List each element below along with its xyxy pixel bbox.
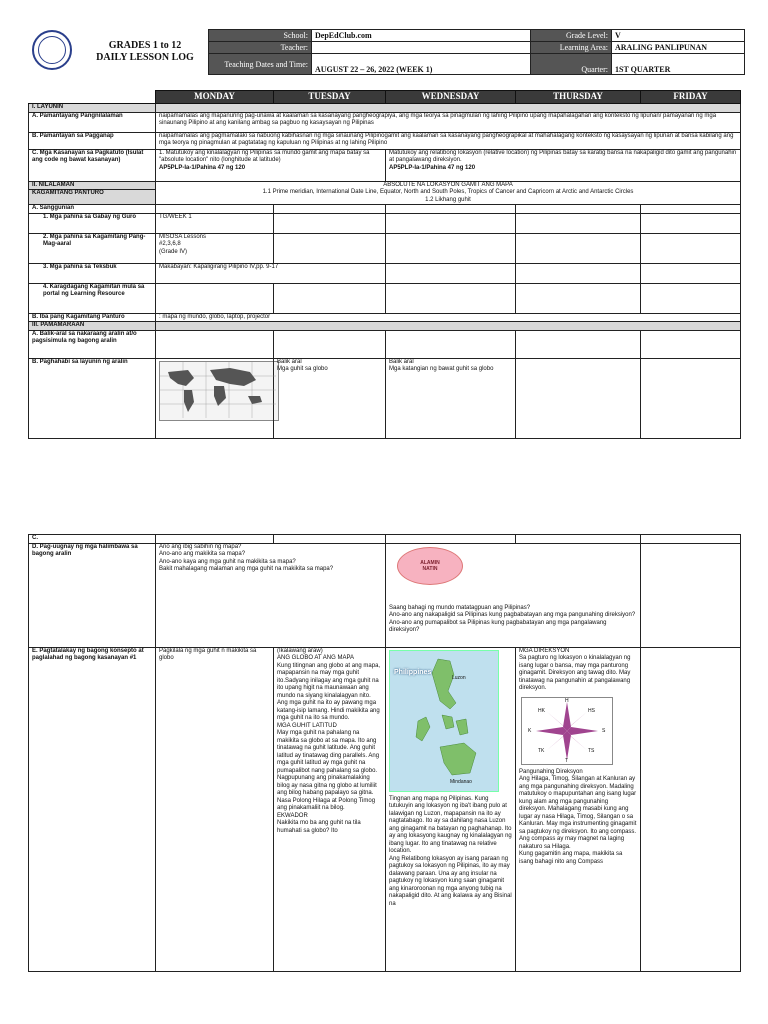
day-monday: MONDAY xyxy=(156,91,274,104)
world-map-image xyxy=(159,361,279,421)
e-thursday: MGA DIREKSYON Sa pagturo ng lokasyon o kinalalagyan ng isang lugar o bansa, may mga panturong ginagamit. Direksyon ang tawag dito. May tinatawag na pangunahin at pangalawang direksyon. H T S K HK HS TK TS Pangunahing Direksyon Ang Hilaga, Timog, Silangan at Kanluran ay ang mga pangunahing direksyon. Madaling matutukoy o mapupuntahan ang isang lugar kung alam ang mga pangunahing direksyon. Mahalagang masabi kung ang lugar ay nasa Hilaga, Timog, Silangan o sa Kanluran. May mga instrumenting ginagamit sa pagtukoy ng direksyon. Ito ang compass. Ang compass ay may magnet na laging nakaturo sa Hilaga. Kung gagamitin ang mapa, makikita sa isang bahagi nito ang Compass xyxy=(516,647,641,971)
day-thursday: THURSDAY xyxy=(516,91,641,104)
learning-area-label: Learning Area: xyxy=(531,42,612,54)
d-monday: Ano ang ibig sabihin ng mapa? Ano-ano ang makikita sa mapa? Ano-ano kaya ang mga guhit na makikita sa mapa? Bakit mahalagang malaman ang mga guhit na makikita sa mapa? xyxy=(156,543,386,647)
c-label: C. xyxy=(29,535,156,544)
paghahabi-wednesday: Balik aral Mga katangian ng bawat guhit sa globo xyxy=(386,358,516,438)
kasanayan-monday: 1. Matutukoy ang kinalalagyan ng Pilipinas sa mundo gamit ang mapa batay sa "absolute location" nito (longhitude at latitude) AP5PLP-Ia-1/Pahina 47 ng 120 xyxy=(156,149,386,181)
lesson-log-table-page2 xyxy=(28,534,741,972)
paghahabi-tuesday: Balik aral Mga guhit sa globo xyxy=(274,358,386,438)
ph-map-mindanao: Mindanao xyxy=(450,778,472,785)
teacher-value xyxy=(312,42,531,54)
world-map-icon xyxy=(160,362,276,418)
compass-n: H xyxy=(565,697,569,704)
compass-rose-image xyxy=(521,697,613,765)
sanggunian-label: A. Sanggunian xyxy=(29,205,156,214)
quarter-label: Quarter: xyxy=(531,54,612,75)
e-label: E. Pagtatalakay ng bagong konsepto at paglalahad ng bagong kasanayan #1 xyxy=(29,647,156,971)
compass-s: T xyxy=(565,757,569,764)
school-value: DepEdClub.com xyxy=(312,30,531,42)
teksbuk-monday: Makabayan: Kapaligirang Pilipino IV,pp. 9-17 xyxy=(156,263,386,283)
deped-seal-icon xyxy=(32,30,72,70)
d-wednesday: ALAMIN NATIN Saang bahagi ng mundo matatagpuan ang Pilipinas? Ano-ano ang nakapaligid sa Pilipinas kung pagbabatayan ang mga pangunahing direksiyon? Ano-ano ang pumapalibot sa Pilipinas kung pagbabatayan ang mga pangalawang direksiyon? xyxy=(386,543,641,647)
grade-level-label: Grade Level: xyxy=(531,30,612,42)
day-tuesday: TUESDAY xyxy=(274,91,386,104)
compass-rose-icon xyxy=(522,698,612,764)
balik-aral-label: A. Balik-aral sa nakaraang aralin at/o pagsisimula ng bagong aralin xyxy=(29,330,156,358)
pamamaraan-heading: III. PAMAMARAAN xyxy=(29,322,156,331)
e-wednesday-text: Tingnan ang mapa ng Pilipinas. Kung tutukuyin ang lokasyon ng iba't ibang pulo at lalawigan ng Luzon, mapapansin na ito ay nagtatabago. Ito ay sa dahilang nasa Luzon ang ginagamit na batayan ng paghahanap. Ito ay ang lokasyong kaugnay ng kinalalagyan ng ibang lugar. Ito ang tinatawag na relative location. Ang Relatibong lokasyon ay isang paraan ng pagtukoy sa lokasyon ng Pilipinas, ito ay may dalawang paraan. Una ay ang insular na pagtukoy ng lokasyon kung saan ginagamit ang kinaroroonan ng mga anyong tubig na nakapaligid dito. At ang ikalawa ay ang Bisinal na xyxy=(389,795,512,907)
alamin-natin-cloud: ALAMIN NATIN xyxy=(397,547,463,585)
kasanayan-label: C. Mga Kasanayan sa Pagkatuto (Isulat ang code ng bawat kasanayan) xyxy=(29,149,156,181)
compass-e: S xyxy=(602,727,606,734)
pagganap-text: naipamamalas ang pagmamalaki sa nabuong kabihasnan ng mga sinaunang Pilipinogamit ang kaalaman sa kasanayang pangheograpikal at mahahalagang konteksto ng kasaysayan ng lipunan at bansa kabilang ang mga teorya ng pinagmulan at pagtatatag ng kapuluan ng Pilipinas at ng lahing Pilipino xyxy=(156,132,741,149)
iba-text: : mapa ng mundo, globo, laptop, projector xyxy=(156,313,741,322)
kagamitang-mag-label: 2. Mga pahina sa Kagamitang Pang-Mag-aaral xyxy=(29,233,156,263)
dll-title: GRADES 1 to 12 DAILY LESSON LOG xyxy=(96,40,194,63)
day-wednesday: WEDNESDAY xyxy=(386,91,516,104)
compass-w: K xyxy=(528,727,532,734)
header-info-table xyxy=(208,29,745,75)
quarter-value: 1ST QUARTER xyxy=(612,54,745,75)
learning-area-value: ARALING PANLIPUNAN xyxy=(612,42,745,54)
paghahabi-monday xyxy=(156,358,274,438)
pamantayang-label: A. Pamantayang Pangnilalaman xyxy=(29,112,156,132)
teaching-dates-label: Teaching Dates and Time: xyxy=(209,54,312,75)
e-monday: Pagkilala ng mga guhit n makikita sa globo xyxy=(156,647,274,971)
teaching-dates-value: AUGUST 22 – 26, 2022 (WEEK 1) xyxy=(312,54,531,75)
lesson-log-table-page1 xyxy=(28,90,741,439)
paghahabi-label: B. Paghahabi sa layunin ng aralin xyxy=(29,358,156,438)
school-label: School: xyxy=(209,30,312,42)
teksbuk-label: 3. Mga pahina sa Teksbuk xyxy=(29,263,156,283)
compass-ne: HS xyxy=(588,707,595,714)
nilalaman-content: ABSOLUTE NA LOKASYON GAMIT ANG MAPA 1.1 Prime meridian, International Date Line, Equator, North and South Poles, Tropics of Cancer and Capricorn at Arctic and Antarctic Circles 1.2 Likhang guhit xyxy=(156,181,741,205)
grade-level-value: V xyxy=(612,30,745,42)
layunin-heading: I. LAYUNIN xyxy=(29,104,156,113)
philippines-map-image xyxy=(389,650,499,792)
e-tuesday: (Ikalawang araw) ANG GLOBO AT ANG MAPA Kung titingnan ang globo at ang mapa, mapapansin na may mga guhit ito.Sadyang inilagay ang mga guhit na ito upang higit na maunawaan ang mundo na siyang kinalalagyan nito. Ang mga guhit na ito ay pawang mga katang-isip lamang. Hindi makikita ang mga guhit na ito sa mundo. MGA GUHIT LATITUD May mga guhit na pahalang na makikita sa globo at sa mapa. Ito ang tinatawag na guhit latitude. Ang guhit latitud ay tinatawag ding parallels. Ang mga guhit latitud ay mga guhit na pumapalibot nang pahalang sa globo. Nagpupunang ang pinakamalaking bilog ay nasa gitna ng globo at lumiliit ang bilog habang papalayo sa gitna. Nasa Polong Hilaga at Polong Timog ang pinakamaliit na bilog. EKWADOR Nakikita mo ba ang guhit na tila humahati sa globo? Ito xyxy=(274,647,386,971)
teacher-label: Teacher: xyxy=(209,42,312,54)
iba-label: B. Iba pang Kagamitang Panturo xyxy=(29,313,156,322)
compass-sw: TK xyxy=(538,747,545,754)
compass-se: TS xyxy=(588,747,595,754)
pamantayang-text: naipamamalas ang mapanuring pag-unawa at kaalaman sa kasanayang pangheograpiya, ang mga teorya sa pinagmulan ng lahing Pilipino upang mapahalagahan ang konteksto ng lipunan/ pamayanan ng mga sinaunang Pilipino at ang kanilang ambag sa pagbuo ng kasaysayan ng Pilipinas xyxy=(156,112,741,132)
d-label: D. Pag-uugnay ng mga halimbawa sa bagong aralin xyxy=(29,543,156,647)
kagamitang-mag-monday: MISOSA Lessons #2,3,6,8 (Grade IV) xyxy=(156,233,274,263)
day-friday: FRIDAY xyxy=(641,91,741,104)
gabay-monday: TG/WEEK 1 xyxy=(156,213,274,233)
compass-nw: HK xyxy=(538,707,545,714)
pagganap-label: B. Pamantayan sa Pagganap xyxy=(29,132,156,149)
e-wednesday xyxy=(386,647,516,971)
kasanayan-wednesday: Matutukoy ang relatibong lokasyon (relative location) ng Pilipinas batay sa karatig bansa na nakapaligid dito gamit ang pangunahin at pangalawang direksiyon. AP5PLP-Ia-1/Pahina 47 ng 120 xyxy=(386,149,741,181)
karagdagang-label: 4. Karagdagang Kagamitan mula sa portal ng Learning Resource xyxy=(29,283,156,313)
nilalaman-heading: II. NILALAMAN KAGAMITANG PANTURO xyxy=(29,181,156,205)
gabay-label: 1. Mga pahina sa Gabay ng Guro xyxy=(29,213,156,233)
ph-map-luzon: Luzon xyxy=(452,674,466,681)
ph-map-title: Philippines xyxy=(394,668,432,676)
